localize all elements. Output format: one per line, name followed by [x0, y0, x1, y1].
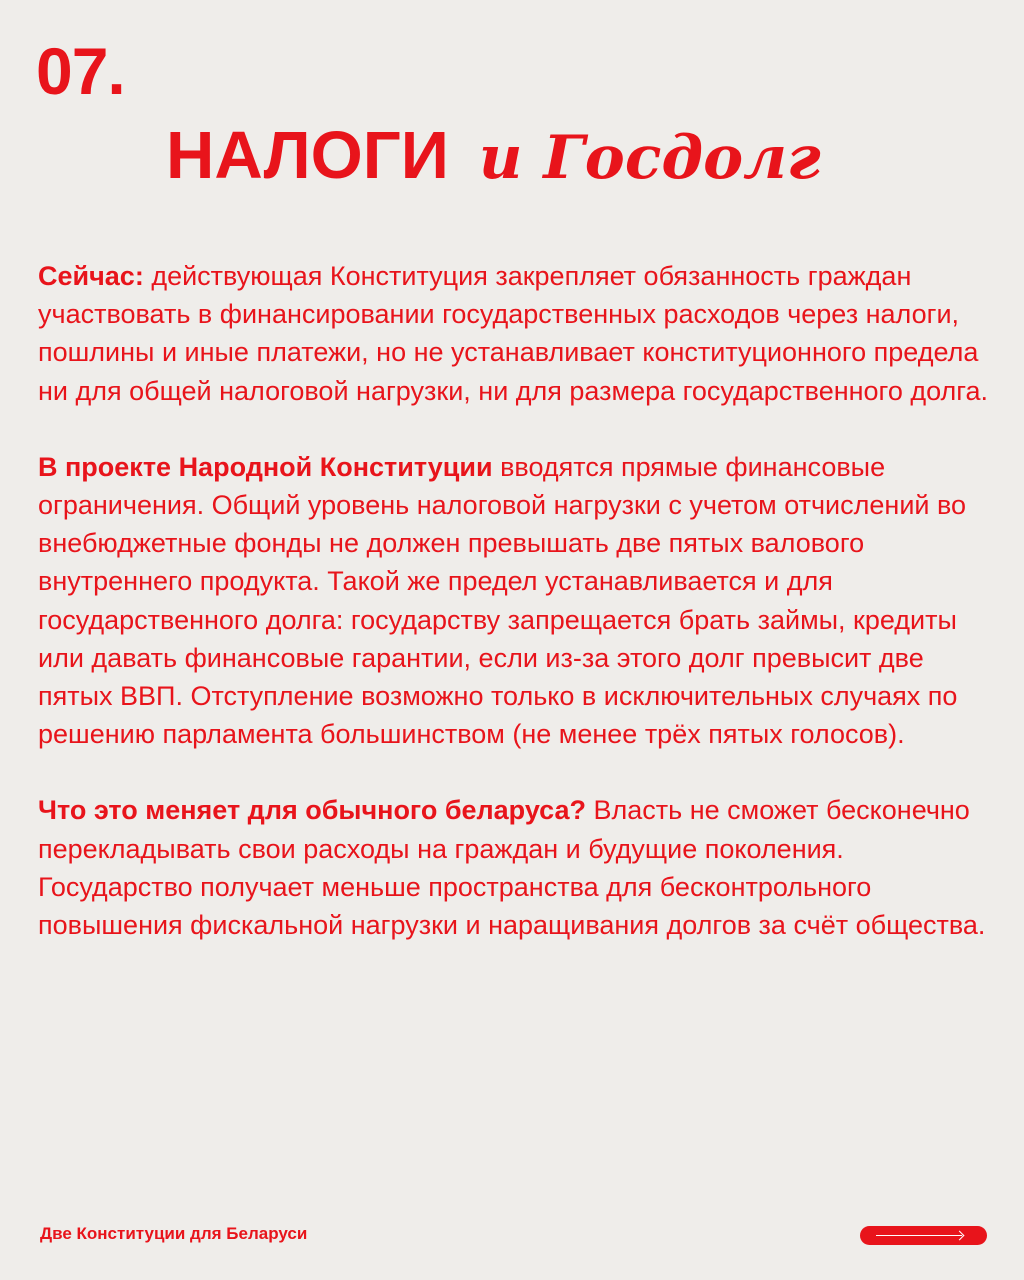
slide-number: 07. [36, 34, 125, 108]
paragraph-text: действующая Конституция закрепляет обязанность граждан участвовать в финансировании государственных расходов через налоги, пошлины и иные платежи, но не устанавливает конституционного предела ни для общей налоговой нагрузки, ни для размера государственного долга. [38, 261, 989, 406]
paragraph-lead: Что это меняет для обычного беларуса? [38, 795, 587, 826]
article-body [38, 257, 993, 982]
footer-label: Две Конституции для Беларуси [40, 1224, 308, 1243]
paragraph-current [38, 257, 993, 410]
paragraph-lead: Сейчас: [38, 261, 144, 291]
paragraph-text: Власть не сможет бесконечно перекладывать свои расходы на граждан и будущие поколения. Государство получает меньше пространства для бесконтрольного повышения фискальной нагрузки и наращивания долгов за счёт общества. [38, 795, 986, 941]
paragraph-impact [38, 791, 993, 944]
next-button[interactable] [860, 1226, 987, 1245]
paragraph-lead: В проекте Народной Конституции [38, 451, 493, 482]
title-script: и Госдолг [478, 123, 821, 193]
paragraph-text: вводятся прямые финансовые ограничения. Общий уровень налоговой нагрузки с учетом отчислений во внебюджетные фонды не должен превышать две пятых валового внутреннего продукта. Такой же предел устанавливается и для государственного долга: государству запрещается брать займы, кредиты или давать финансовые гарантии, если из-за этого долг превысит две пятых ВВП. Отступление возможно только в исключительных случаях по решению парламента большинством (не менее трёх пятых голосов). [38, 451, 967, 750]
paragraph-proposal [38, 448, 993, 754]
page-title [166, 118, 821, 202]
title-main: НАЛОГИ [166, 118, 449, 193]
